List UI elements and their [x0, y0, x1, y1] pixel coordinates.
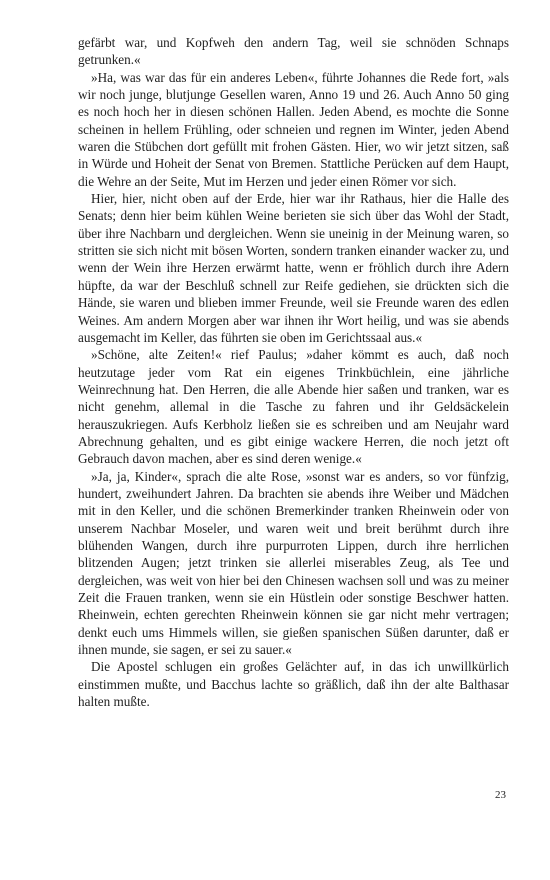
paragraph: Hier, hier, nicht oben auf der Erde, hier war ihr Rathaus, hier die Halle des Senats; denn hier beim kühlen Weine berieten sie sich über das Wohl der Stadt, über ihre Nachbarn und dergleichen. Wenn sie uneinig in der Meinung waren, so stritten sie sich nicht mit bösen Worten, sondern tranken einander wacker zu, und wenn der Wein ihre Herzen erwärmt hatte, wenn er fröhlich durch ihre Adern hüpfte, da war der Beschluß schnell zur Reife gediehen, sie drückten sich die Hände, sie waren und blieben immer Freunde, weil sie Freunde waren des edlen Weines. Am andern Morgen aber war ihnen ihr Wort heilig, und was sie abends ausgemacht im Keller, das führten sie oben im Gerichtssaal aus.« [78, 191, 509, 345]
paragraph: »Schöne, alte Zeiten!« rief Paulus; »daher kömmt es auch, daß noch heutzutage jeder vom Rat ein eigenes Trinkbüchlein, eine jährliche Weinrechnung hat. Den Herren, die alle Abende hier saßen und tranken, war es nicht genehm, allemal in die Tasche zu fahren und ihr Geldsäckelein herauszukriegen. Aufs Kerbholz ließen sie es schreiben und am Neujahr ward Abrechnung gehalten, und es gibt einige wackere Herren, die noch jetzt oft Gebrauch davon machen, aber es sind deren wenige.« [78, 347, 509, 467]
paragraph: »Ja, ja, Kinder«, sprach die alte Rose, »sonst war es anders, so vor fünfzig, hundert, zweihundert Jahren. Da brachten sie abends ihre Weiber und Mädchen mit in den Keller, und die schönen Bremerkinder tranken Rheinwein oder von unserem Nachbar Moseler, und waren weit und breit berühmt durch ihre blühenden Wangen, durch ihre purpurroten Lippen, durch ihre herrlichen blitzenden Augen; jetzt trinken sie allerlei miserables Zeug, als Tee und dergleichen, was weit von hier bei den Chinesen wachsen soll und was zu meiner Zeit die Frauen tranken, wenn sie ein Hüstlein oder sonstige Beschwer hatten. Rheinwein, echten gerechten Rheinwein können sie gar nicht mehr vertragen; denkt euch ums Himmels willen, sie gießen spanischen Süßen darunter, daß er ihnen munde, sie sagen, er sei zu sauer.« [78, 468, 509, 658]
body-text [78, 34, 509, 710]
paragraph-continuation: gefärbt war, und Kopfweh den andern Tag, weil sie schnöden Schnaps getrunken.« [78, 35, 509, 68]
paragraph: »Ha, was war das für ein anderes Leben«, führte Johannes die Rede fort, »als wir noch junge, blutjunge Gesellen waren, Anno 19 und 26. Auch Anno 50 ging es noch hoch her in diesen schönen Hallen. Jeden Abend, es mochte die Sonne scheinen in hellem Frühling, oder schneien und regnen im Winter, jeden Abend waren die Stübchen dort gefüllt mit frohen Gästen. Hier, wo wir jetzt sitzen, saß in Würde und Hoheit der Senat von Bremen. Stattliche Perücken auf dem Haupt, die Wehre an der Seite, Mut im Herzen und jeder einen Römer vor sich. [78, 69, 509, 189]
paragraph: Die Apostel schlugen ein großes Gelächter auf, in das ich unwillkürlich einstimmen mußte, und Bacchus lachte so gräßlich, daß ihn der alte Balthasar halten mußte. [78, 659, 509, 710]
page-number: 23 [495, 789, 506, 801]
